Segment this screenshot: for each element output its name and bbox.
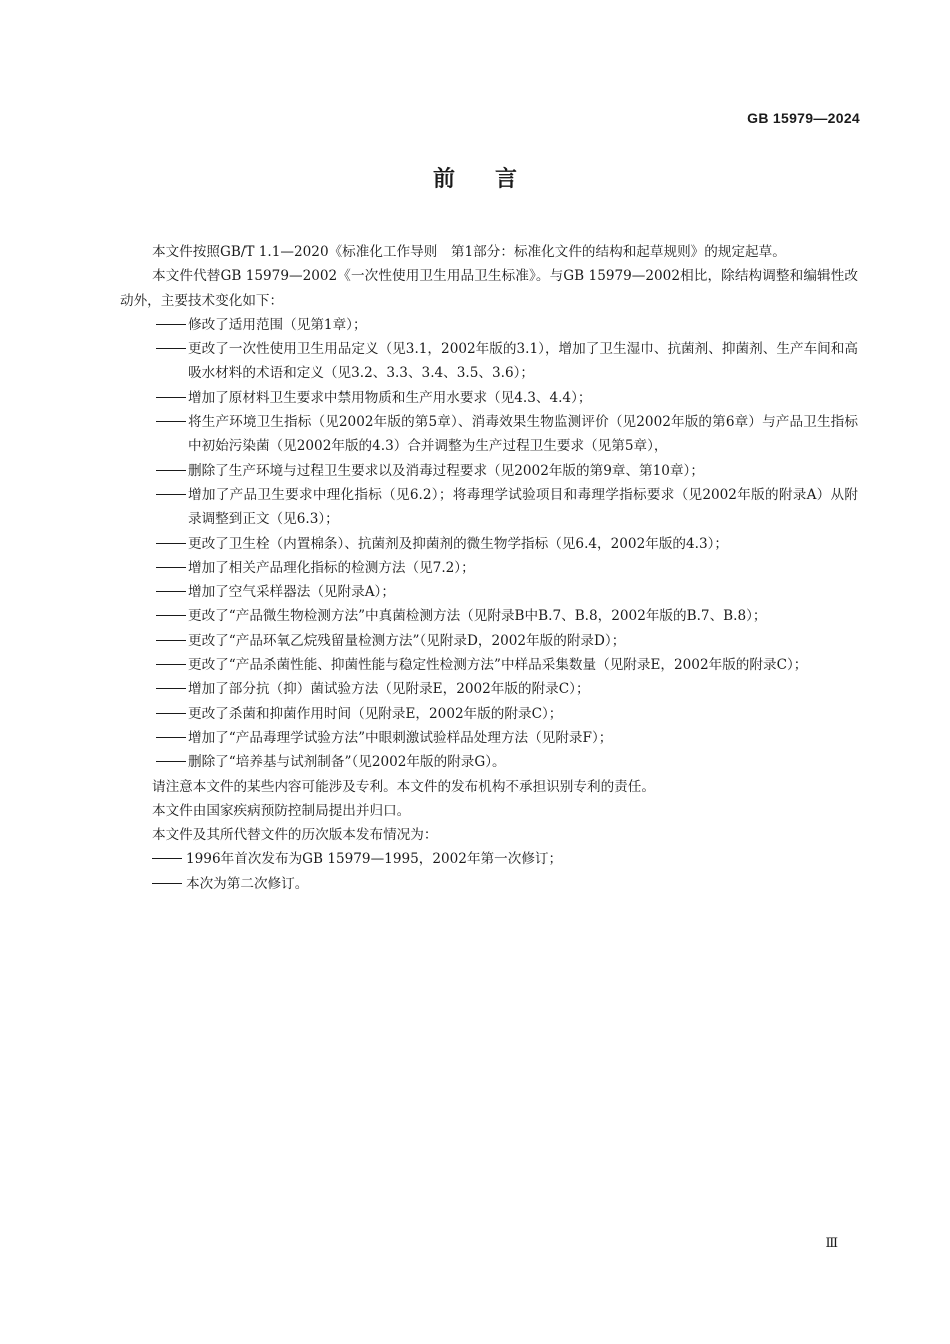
page-title: 前言 [432,167,557,192]
dash-marker [152,847,182,871]
history-intro: 本文件及其所代替文件的历次版本发布情况为： [152,827,438,844]
dash-marker [156,653,186,677]
list-item: 将生产环境卫生指标（见2002年版的第5章）、消毒效果生物监测评价（见2002年版的第6章）与产品卫生指标中初始污染菌（见2002年版的4.3）合并调整为生产过程卫生要求（见第5章）， [120,410,858,459]
dash-marker [156,410,186,434]
intro-paragraph: 本文件代替GB 15979—2002《一次性使用卫生用品卫生标准》。与GB 15979—2002相比，除结构调整和编辑性改动外，主要技术变化如下： [120,268,858,309]
list-item: 增加了空气采样器法（见附录A）； [120,580,858,604]
list-item: 增加了“产品毒理学试验方法”中眼刺激试验样品处理方法（见附录F）； [120,726,858,750]
list-item: 更改了“产品微生物检测方法”中真菌检测方法（见附录B中B.7、B.8，2002年版的B.7、B.8）； [120,604,858,628]
list-item: 更改了一次性使用卫生用品定义（见3.1，2002年版的3.1），增加了卫生湿巾、抗菌剂、抑菌剂、生产车间和高吸水材料的术语和定义（见3.2、3.3、3.4、3.5、3.6）； [120,337,858,386]
page-number: Ⅲ [825,1236,838,1251]
list-item: 修改了适用范围（见第1章）； [120,313,858,337]
list-item: 删除了生产环境与过程卫生要求以及消毒过程要求（见2002年版的第9章、第10章）； [120,459,858,483]
changes-list [120,313,858,775]
dash-marker [156,386,186,410]
intro-paragraph: 本文件按照GB/T 1.1—2020《标准化工作导则 第1部分：标准化文件的结构和起草规则》的规定起草。 [152,244,786,260]
foreword-body [120,240,858,896]
list-item: 增加了相关产品理化指标的检测方法（见7.2）； [120,556,858,580]
list-item: 删除了“培养基与试剂制备”（见2002年版的附录G）。 [120,750,858,774]
dash-marker [156,459,186,483]
dash-marker [156,604,186,628]
list-item: 更改了卫生栓（内置棉条）、抗菌剂及抑菌剂的微生物学指标（见6.4，2002年版的4.3）； [120,532,858,556]
list-item: 增加了产品卫生要求中理化指标（见6.2）；将毒理学试验项目和毒理学指标要求（见2002年版的附录A）从附录调整到正文（见6.3）； [120,483,858,532]
dash-marker [156,677,186,701]
dash-marker [152,872,182,896]
dash-marker [156,556,186,580]
list-item: 更改了“产品环氧乙烷残留量检测方法”（见附录D，2002年版的附录D）； [120,629,858,653]
list-item: 更改了“产品杀菌性能、抑菌性能与稳定性检测方法”中样品采集数量（见附录E，2002年版的附录C）； [120,653,858,677]
dash-marker [156,726,186,750]
dash-marker [156,629,186,653]
dash-marker [156,750,186,774]
history-list [120,847,858,896]
patent-notice: 请注意本文件的某些内容可能涉及专利。本文件的发布机构不承担识别专利的责任。 [152,778,655,795]
dash-marker [156,313,186,337]
dash-marker [156,483,186,507]
list-item: 更改了杀菌和抑菌作用时间（见附录E，2002年版的附录C）； [120,702,858,726]
list-item: 本次为第二次修订。 [120,872,858,896]
dash-marker [156,702,186,726]
list-item: 1996年首次发布为GB 15979—1995，2002年第一次修订； [120,847,858,871]
proposer-statement: 本文件由国家疾病预防控制局提出并归口。 [152,802,411,819]
dash-marker [156,580,186,604]
list-item: 增加了原材料卫生要求中禁用物质和生产用水要求（见4.3、4.4）； [120,386,858,410]
dash-marker [156,337,186,361]
dash-marker [156,532,186,556]
standard-number: GB 15979—2024 [747,110,860,126]
list-item: 增加了部分抗（抑）菌试验方法（见附录E，2002年版的附录C）； [120,677,858,701]
